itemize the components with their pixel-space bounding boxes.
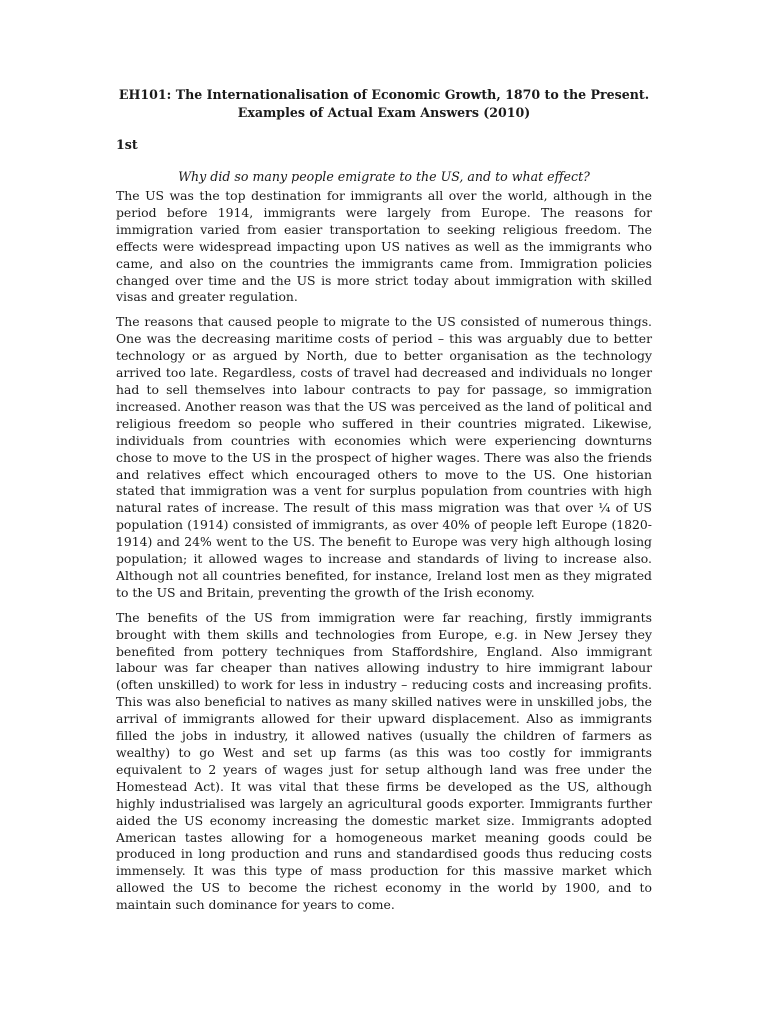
paragraph-reasons: The reasons that caused people to migrate to the US consisted of numerous things. One was the decreasing maritime costs of period – this was arguably due to better technology or as argued by North, due to better organisation as the technology arrived too late. Regardless, costs of travel had decreased and individuals no longer had to sell themselves into labour contracts to pay for passage, so immigration increased. Another reason was that the US was perceived as the land of political and religious freedom so people who suffered in their countries migrated. Likewise, individuals from countries with economies which were experiencing downturns chose to move to the US in the prospect of higher wages. There was also the friends and relatives effect which encouraged others to move to the US. One historian stated that immigration was a vent for surplus population from countries with high natural rates of increase. The result of this mass migration was that over ¼ of US population (1914) consisted of immigrants, as over 40% of people left Europe (1820-1914) and 24% went to the US. The benefit to Europe was very high although losing population; it allowed wages to increase and standards of living to increase also. Although not all countries benefited, for instance, Ireland lost men as they migrated to the US and Britain, preventing the growth of the Irish economy. (116, 314, 652, 600)
paragraph-benefits: The benefits of the US from immigration were far reaching, firstly immigrants brought with them skills and technologies from Europe, e.g. in New Jersey they benefited from pottery techniques from Staffordshire, England. Also immigrant labour was far cheaper than natives allowing industry to hire immigrant labour (often unskilled) to work for less in industry – reducing costs and increasing profits. This was also beneficial to natives as many skilled natives were in unskilled jobs, the arrival of immigrants allowed for their upward displacement. Also as immigrants filled the jobs in industry, it allowed natives (usually the children of farmers as wealthy) to go West and set up farms (as this was too costly for immigrants equivalent to 2 years of wages just for setup although land was free under the Homestead Act). It was vital that these firms be developed as the US, although highly industrialised was largely an agricultural goods exporter. Immigrants further aided the US economy increasing the domestic market size. Immigrants adopted American tastes allowing for a homogeneous market meaning goods could be produced in long production and runs and standardised goods thus reducing costs immensely. It was this type of mass production for this massive market which allowed the US to become the richest economy in the world by 1900, and to maintain such dominance for years to come. (116, 609, 652, 913)
document-page (116, 86, 652, 922)
title-line-1: EH101: The Internationalisation of Economic Growth, 1870 to the Present. (118, 87, 650, 102)
title-line-2: Examples of Actual Exam Answers (2010) (237, 104, 531, 120)
document-title (116, 86, 652, 121)
exam-question: Why did so many people emigrate to the US, and to what effect? (178, 169, 590, 184)
answer-rank: 1st (116, 137, 138, 152)
paragraph-introduction: The US was the top destination for immigrants all over the world, although in the period before 1914, immigrants were largely from Europe. The reasons for immigration varied from easier transportation to seeking religious freedom. The effects were widespread impacting upon US natives as well as the immigrants who came, and also on the countries the immigrants came from. Immigration policies changed over time and the US is more strict today about immigration with skilled visas and greater regulation. (116, 188, 652, 305)
